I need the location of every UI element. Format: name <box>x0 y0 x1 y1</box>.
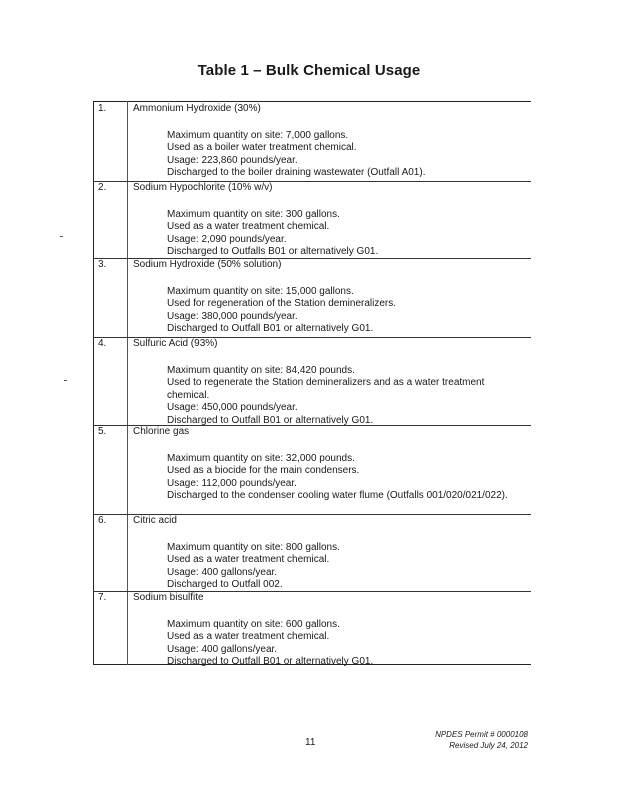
max-quantity: Maximum quantity on site: 32,000 pounds. <box>167 453 355 464</box>
discharge-point: Discharged to Outfalls B01 or alternatively G01. <box>167 246 379 258</box>
page-title: Table 1 – Bulk Chemical Usage <box>197 62 421 79</box>
chemical-details <box>167 365 523 427</box>
usage: Usage: 223,860 pounds/year. <box>167 154 298 166</box>
max-quantity: Maximum quantity on site: 800 gallons. <box>167 542 340 553</box>
max-quantity: Maximum quantity on site: 300 gallons. <box>167 209 340 220</box>
table-frame-top <box>93 101 531 102</box>
max-quantity: Maximum quantity on site: 7,000 gallons. <box>167 130 349 141</box>
use-description: Used as a water treatment chemical. <box>167 221 330 233</box>
max-quantity: Maximum quantity on site: 15,000 gallons. <box>167 286 354 297</box>
scan-speck <box>64 380 67 381</box>
chemical-name: Ammonium Hydroxide (30%) <box>133 103 261 114</box>
bulk-chemical-table <box>93 101 531 668</box>
discharge-point: Discharged to the condenser cooling water flume (Outfalls 001/020/021/022). <box>167 490 508 502</box>
scan-speck <box>60 236 63 237</box>
discharge-point: Discharged to Outfall 002. <box>167 579 283 591</box>
chemical-name: Sodium Hydroxide (50% solution) <box>133 259 282 270</box>
discharge-point: Discharged to Outfall B01 or alternatively G01. <box>167 323 374 335</box>
revision-date: Revised July 24, 2012 <box>449 741 528 750</box>
max-quantity: Maximum quantity on site: 600 gallons. <box>167 619 340 630</box>
usage: Usage: 400 gallons/year. <box>167 643 278 655</box>
chemical-name: Citric acid <box>133 515 177 526</box>
chemical-details <box>167 453 523 503</box>
chemical-details <box>167 209 523 259</box>
chemical-details <box>167 619 523 669</box>
chemical-name: Sodium bisulfite <box>133 592 204 603</box>
row-number: 4. <box>98 338 107 349</box>
row-number: 6. <box>98 515 107 526</box>
use-description: Used as a water treatment chemical. <box>167 554 330 566</box>
permit-reference <box>420 729 528 751</box>
permit-number: NPDES Permit # 0000108 <box>435 730 528 739</box>
use-description: Used to regenerate the Station demineralizers and as a water treatment chemical. <box>167 377 485 401</box>
discharge-point: Discharged to the boiler draining wastewater (Outfall A01). <box>167 167 426 179</box>
row-number: 1. <box>98 103 107 114</box>
usage: Usage: 112,000 pounds/year. <box>167 477 297 489</box>
page-number: 11 <box>305 737 316 748</box>
usage: Usage: 400 gallons/year. <box>167 566 278 578</box>
discharge-point: Discharged to Outfall B01 or alternatively G01. <box>167 656 374 668</box>
chemical-details <box>167 542 523 592</box>
chemical-name: Sodium Hypochlorite (10% w/v) <box>133 182 273 193</box>
use-description: Used as a water treatment chemical. <box>167 631 330 643</box>
use-description: Used as a boiler water treatment chemical. <box>167 142 357 154</box>
table-frame-left <box>93 101 94 665</box>
row-number: 2. <box>98 182 107 193</box>
usage: Usage: 450,000 pounds/year. <box>167 402 298 414</box>
row-number: 7. <box>98 592 107 603</box>
usage: Usage: 380,000 pounds/year. <box>167 310 298 322</box>
row-number: 3. <box>98 259 107 270</box>
chemical-name: Sulfuric Acid (93%) <box>133 338 218 349</box>
use-description: Used for regeneration of the Station demineralizers. <box>167 298 397 310</box>
chemical-details <box>167 286 523 336</box>
chemical-name: Chlorine gas <box>133 426 190 437</box>
usage: Usage: 2,090 pounds/year. <box>167 233 287 245</box>
discharge-point: Discharged to Outfall B01 or alternatively G01. <box>167 414 374 426</box>
chemical-details <box>167 130 523 180</box>
use-description: Used as a biocide for the main condensers. <box>167 465 360 477</box>
table-column-divider <box>127 101 128 665</box>
row-number: 5. <box>98 426 107 437</box>
max-quantity: Maximum quantity on site: 84,420 pounds. <box>167 365 355 376</box>
